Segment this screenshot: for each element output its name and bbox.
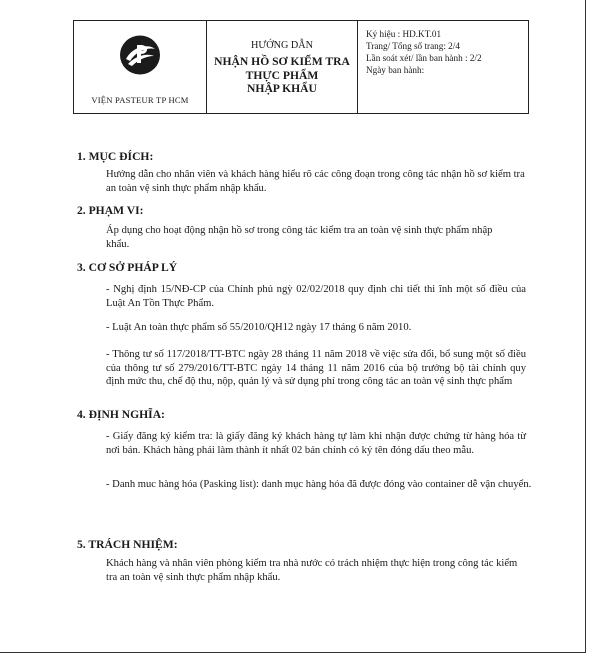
document-title [207, 55, 357, 96]
document-header-table [73, 20, 529, 114]
section-paragraph: - Luật An toàn thực phẩm số 55/2010/QH12 ngày 17 tháng 6 năm 2010. [106, 322, 412, 333]
section-paragraph: - Giấy đăng ký kiểm tra: là giấy đăng ký khách hàng tự làm khi nhận được chứng từ hàng hóa từ nơi bán. Khách hàng phải làm thành ít nhất 02 bản chính có ký tên đóng dấu theo mẫu. [106, 431, 526, 456]
header-title-cell [207, 21, 358, 113]
page-border-right [585, 0, 586, 652]
section-paragraph: - Nghị định 15/NĐ-CP của Chính phủ ngỳ 02/02/2018 quy định chi tiết thi ĩnh một số điều của Luật An Tồn Thực Phẩm. [106, 284, 526, 309]
section-heading-purpose: 1. MỤC ĐÍCH: [77, 150, 154, 163]
meta-revision: Lần soát xét/ lần ban hành : 2/2 [366, 53, 482, 63]
header-logo-cell [74, 21, 207, 113]
section-paragraph: - Danh muc hàng hóa (Pasking list): danh mục hàng hóa đã được đóng vào container dễ vận chuyển. [106, 479, 532, 490]
header-meta-cell [358, 21, 528, 113]
section-paragraph: Hướng dẫn cho nhân viên và khách hàng hiểu rõ các công đoạn trong công tác nhận hồ sơ kiểm tra an toàn vệ sinh thực phẩm nhập khẩu. [106, 169, 525, 194]
section-paragraph: Khách hàng và nhân viên phòng kiểm tra nhà nước có trách nhiệm thực hiện trong công tác kiểm tra an toàn vệ sinh thực phẩm nhập khẩu. [106, 558, 518, 583]
section-heading-responsibility: 5. TRÁCH NHIỆM: [77, 538, 178, 551]
title-line: NHẬP KHẨU [247, 82, 317, 95]
organization-name: VIỆN PASTEUR TP HCM [91, 95, 189, 105]
title-line: THỰC PHẨM [245, 68, 319, 82]
section-heading-legal-basis: 3. CƠ SỞ PHÁP LÝ [77, 261, 178, 274]
section-paragraph: - Thông tư số 117/2018/TT-BTC ngày 28 tháng 11 năm 2018 về việc sửa đổi, bổ sung một số điều của thông tư số 279/2016/TT-BTC ngày 14 tháng 11 năm 2016 của bộ trưởng bộ tài chính quy định mức thu, chế độ thu, nộp, quản lý và sử dụng phí trong công tác an toàn vệ sinh thực phẩm [106, 349, 526, 388]
section-paragraph: Áp dụng cho hoạt động nhận hồ sơ trong công tác kiểm tra an toàn vệ sinh thực phẩm nhập khẩu. [106, 225, 493, 250]
document-type: HƯỚNG DẪN [251, 40, 313, 51]
meta-page: Trang/ Tổng số trang: 2/4 [366, 41, 460, 51]
institute-logo [118, 33, 162, 77]
meta-issue-date: Ngày ban hành: [366, 65, 425, 75]
title-line: NHẬN HỒ SƠ KIỂM TRA [214, 55, 350, 68]
section-heading-scope: 2. PHẠM VI: [77, 204, 144, 217]
meta-code: Ký hiệu : HD.KT.01 [366, 29, 442, 39]
section-heading-definitions: 4. ĐỊNH NGHĨA: [77, 408, 165, 421]
page-border-bottom [0, 652, 586, 653]
